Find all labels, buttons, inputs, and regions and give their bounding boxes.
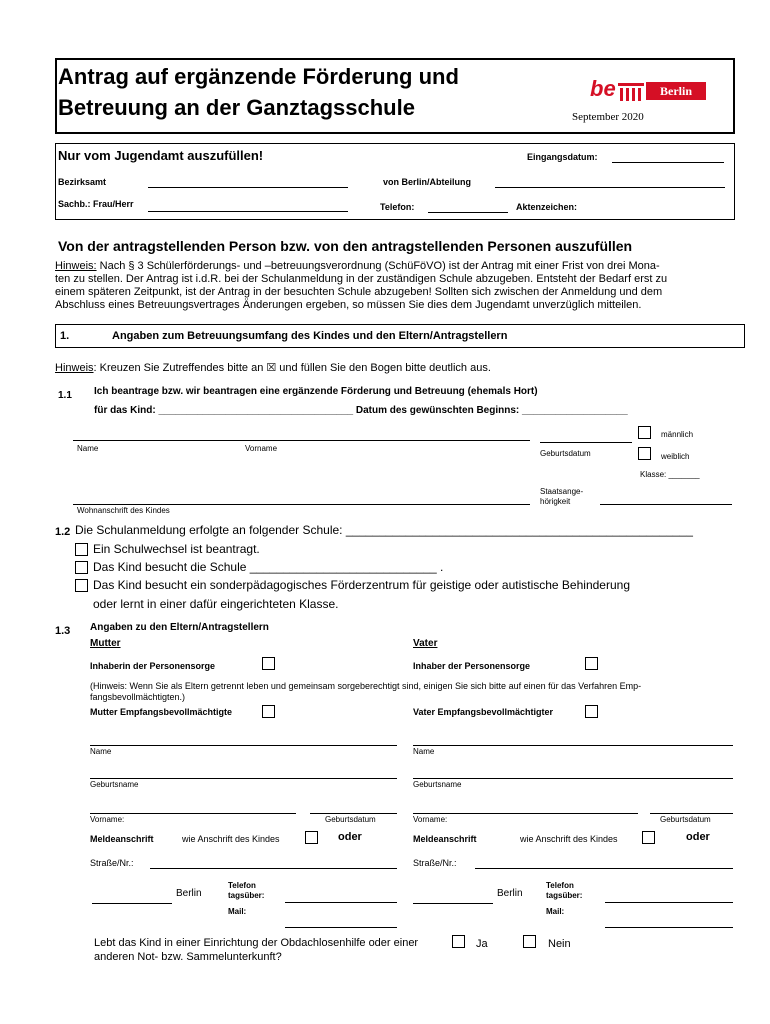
- bezirksamt-field[interactable]: [148, 187, 348, 188]
- foerderzentrum-label: Das Kind besucht ein sonderpädagogisches Förderzentrum für geistige oder autistische Behinderung: [93, 578, 630, 592]
- vater-name-field[interactable]: [413, 745, 733, 746]
- vater-geburtsdatum-label: Geburtsdatum: [660, 815, 711, 824]
- vater-meldeanschrift-label: Meldeanschrift: [413, 834, 477, 844]
- foerderzentrum-label-2: oder lernt in einer dafür eingerichteten Klasse.: [93, 597, 339, 611]
- office-telefon-field[interactable]: [428, 212, 508, 213]
- form-title-line1: Antrag auf ergänzende Förderung und: [58, 64, 459, 89]
- mutter-heading: Mutter: [90, 638, 121, 649]
- child-geburtsdatum-field[interactable]: [540, 442, 632, 443]
- section1-hint-label: Hinweis: [55, 362, 94, 374]
- vater-telefon-line2: tagsüber:: [546, 891, 583, 900]
- s13-hint: [90, 681, 641, 703]
- eingangsdatum-label: Eingangsdatum:: [527, 152, 598, 162]
- inhaberin-checkbox[interactable]: [262, 657, 275, 670]
- section1-hint: [55, 361, 491, 374]
- aktenzeichen-label: Aktenzeichen:: [516, 202, 578, 212]
- mutter-telefon-label: [228, 881, 264, 901]
- mutter-vorname-label: Vorname:: [90, 815, 125, 824]
- s11-number: 1.1: [58, 390, 72, 401]
- staatsangehoerigkeit-field[interactable]: [600, 504, 732, 505]
- vater-name-label: Name: [413, 747, 435, 756]
- obdachlos-question-line2: anderen Not- bzw. Sammelunterkunft?: [94, 951, 282, 963]
- office-heading: Nur vom Jugendamt auszufüllen!: [58, 148, 264, 163]
- child-vorname-label: Vorname: [245, 444, 278, 453]
- abteilung-field[interactable]: [495, 187, 725, 188]
- obdachlos-question: [94, 936, 418, 964]
- mutter-empf-label: Mutter Empfangsbevollmächtigte: [90, 707, 233, 717]
- child-geburtsdatum-label: Geburtsdatum: [540, 449, 591, 458]
- s13-number: 1.3: [55, 625, 71, 637]
- vater-heading: Vater: [413, 638, 438, 649]
- mutter-name-label: Name: [90, 747, 112, 756]
- ja-checkbox[interactable]: [452, 935, 465, 948]
- mutter-telefon-line2: tagsüber:: [228, 891, 265, 900]
- besucht-schule-label[interactable]: Das Kind besucht die Schule ____________________________ .: [93, 560, 444, 574]
- schulwechsel-label: Ein Schulwechsel ist beantragt.: [93, 542, 260, 556]
- child-name-field[interactable]: [73, 440, 530, 441]
- inhaberin-label: Inhaberin der Personensorge: [90, 661, 216, 671]
- mutter-mail-field[interactable]: [285, 927, 397, 928]
- vater-telefon-line1: Telefon: [546, 881, 574, 890]
- maennlich-checkbox[interactable]: [638, 426, 651, 439]
- s12-number: 1.2: [55, 526, 71, 538]
- vater-empf-label: Vater Empfangsbevollmächtigter: [413, 707, 554, 717]
- s12-text[interactable]: Die Schulanmeldung erfolgte an folgender Schule: ____________________________________________________: [75, 523, 693, 537]
- vater-vorname-label: Vorname:: [413, 815, 448, 824]
- s13-hint-line2: fangsbevollmächtigten.): [90, 692, 186, 702]
- vater-geburtsname-label: Geburtsname: [413, 780, 462, 789]
- sachbearbeiter-label: Sachb.: Frau/Herr: [58, 199, 134, 209]
- staats-line2: hörigkeit: [540, 497, 571, 506]
- sachbearbeiter-field[interactable]: [148, 211, 348, 212]
- mutter-strasse-label: Straße/Nr.:: [90, 858, 134, 868]
- mutter-berlin-label: Berlin: [176, 888, 202, 899]
- vater-mail-field[interactable]: [605, 927, 733, 928]
- eingangsdatum-field[interactable]: [612, 162, 724, 163]
- vater-telefon-field[interactable]: [605, 902, 733, 903]
- brandenburg-gate-icon: [618, 83, 644, 101]
- applicant-hint-line3: einem späteren Zeitpunkt, ist der Antrag in der besuchten Schule abzugeben! Sollten sich zwischen der Anmeldung und dem: [55, 286, 663, 298]
- mutter-telefon-field[interactable]: [285, 902, 397, 903]
- vater-empf-checkbox[interactable]: [585, 705, 598, 718]
- applicant-hint-line4: Abschluss eines Betreuungsvertrages Änderungen ergeben, so müssen Sie dies dem Jugendamt unverzüglich mitteilen.: [55, 299, 642, 311]
- berlin-logo: [590, 76, 710, 104]
- form-title-line2: Betreuung an der Ganztagsschule: [58, 95, 415, 120]
- schulwechsel-checkbox[interactable]: [75, 543, 88, 556]
- mutter-geburtsdatum-label: Geburtsdatum: [325, 815, 376, 824]
- mutter-empf-checkbox[interactable]: [262, 705, 275, 718]
- vater-oder-label: oder: [686, 831, 710, 843]
- office-telefon-label: Telefon:: [380, 202, 415, 212]
- klasse-field[interactable]: Klasse: _______: [640, 470, 700, 479]
- applicant-hint: [55, 260, 745, 312]
- inhaber-label: Inhaber der Personensorge: [413, 661, 531, 671]
- vater-geburtsname-field[interactable]: [413, 778, 733, 779]
- section1-hint-text: : Kreuzen Sie Zutreffendes bitte an ☒ und füllen Sie den Bogen bitte deutlich aus.: [93, 362, 491, 374]
- s13-title: Angaben zu den Eltern/Antragstellern: [90, 622, 269, 633]
- mutter-mail-label: Mail:: [228, 907, 247, 916]
- vater-wie-anschrift-label: wie Anschrift des Kindes: [520, 834, 618, 844]
- form-date: September 2020: [572, 111, 644, 123]
- staatsangehoerigkeit-label: [540, 487, 583, 507]
- vater-strasse-label: Straße/Nr.:: [413, 858, 457, 868]
- s13-hint-line1: (Hinweis: Wenn Sie als Eltern getrennt leben und gemeinsam sorgeberechtigt sind, einigen Sie sich bitte auf einen für das Verfahren Emp-: [90, 681, 642, 691]
- mutter-geburtsname-label: Geburtsname: [90, 780, 139, 789]
- child-name-label: Name: [77, 444, 99, 453]
- ja-label: Ja: [476, 938, 488, 950]
- staats-line1: Staatsange-: [540, 487, 584, 496]
- bezirksamt-label: Bezirksamt: [58, 177, 107, 187]
- applicant-hint-label: Hinweis:: [55, 260, 97, 272]
- section1-title: Angaben zum Betreuungsumfang des Kindes und den Eltern/Antragstellern: [112, 330, 508, 342]
- s11-line2[interactable]: für das Kind: ___________________________________ Datum des gewünschten Beginns: ___________________: [94, 405, 628, 416]
- mutter-geburtsname-field[interactable]: [90, 778, 397, 779]
- vater-plz-field[interactable]: [413, 903, 493, 904]
- mutter-geburtsdatum-field[interactable]: [310, 813, 397, 814]
- wohnanschrift-label: Wohnanschrift des Kindes: [77, 506, 170, 515]
- vater-mail-label: Mail:: [546, 907, 565, 916]
- applicant-hint-line1: Nach § 3 Schülerförderungs- und –betreuungsverordnung (SchüFöVO) ist der Antrag mit einer Frist von drei Mona-: [96, 260, 660, 272]
- vater-strasse-field[interactable]: [475, 868, 733, 869]
- obdachlos-question-line1: Lebt das Kind in einer Einrichtung der Obdachlosenhilfe oder einer: [94, 937, 419, 949]
- s11-line1: Ich beantrage bzw. wir beantragen eine ergänzende Förderung und Betreuung (ehemals Hort): [94, 386, 538, 397]
- inhaber-checkbox[interactable]: [585, 657, 598, 670]
- maennlich-label: männlich: [661, 430, 694, 439]
- mutter-telefon-line1: Telefon: [228, 881, 256, 890]
- nein-checkbox[interactable]: [523, 935, 536, 948]
- besucht-schule-checkbox[interactable]: [75, 561, 88, 574]
- vater-berlin-label: Berlin: [497, 888, 523, 899]
- applicant-hint-line2: ten zu stellen. Der Antrag ist i.d.R. bei der Schulanmeldung in der zuständigen Schule abzugeben. Entsteht der Bedarf erst zu: [55, 273, 668, 285]
- foerderzentrum-checkbox[interactable]: [75, 579, 88, 592]
- abteilung-label: von Berlin/Abteilung: [383, 177, 472, 187]
- mutter-strasse-field[interactable]: [150, 868, 397, 869]
- mutter-plz-field[interactable]: [92, 903, 172, 904]
- vater-vorname-field[interactable]: [413, 813, 638, 814]
- applicant-heading: Von der antragstellenden Person bzw. von den antragstellenden Personen auszufüllen: [58, 238, 633, 254]
- mutter-meldeanschrift-label: Meldeanschrift: [90, 834, 154, 844]
- vater-telefon-label: [546, 881, 582, 901]
- mutter-wie-anschrift-checkbox[interactable]: [305, 831, 318, 844]
- weiblich-label: weiblich: [661, 452, 690, 461]
- vater-geburtsdatum-field[interactable]: [650, 813, 733, 814]
- logo-be-text: be: [590, 76, 616, 101]
- mutter-vorname-field[interactable]: [90, 813, 296, 814]
- child-address-field[interactable]: [73, 504, 530, 505]
- mutter-wie-anschrift-label: wie Anschrift des Kindes: [182, 834, 280, 844]
- section1-number: 1.: [60, 330, 70, 342]
- vater-wie-anschrift-checkbox[interactable]: [642, 831, 655, 844]
- nein-label: Nein: [548, 938, 571, 950]
- weiblich-checkbox[interactable]: [638, 447, 651, 460]
- mutter-name-field[interactable]: [90, 745, 397, 746]
- mutter-oder-label: oder: [338, 831, 362, 843]
- logo-berlin-badge: Berlin: [646, 82, 706, 100]
